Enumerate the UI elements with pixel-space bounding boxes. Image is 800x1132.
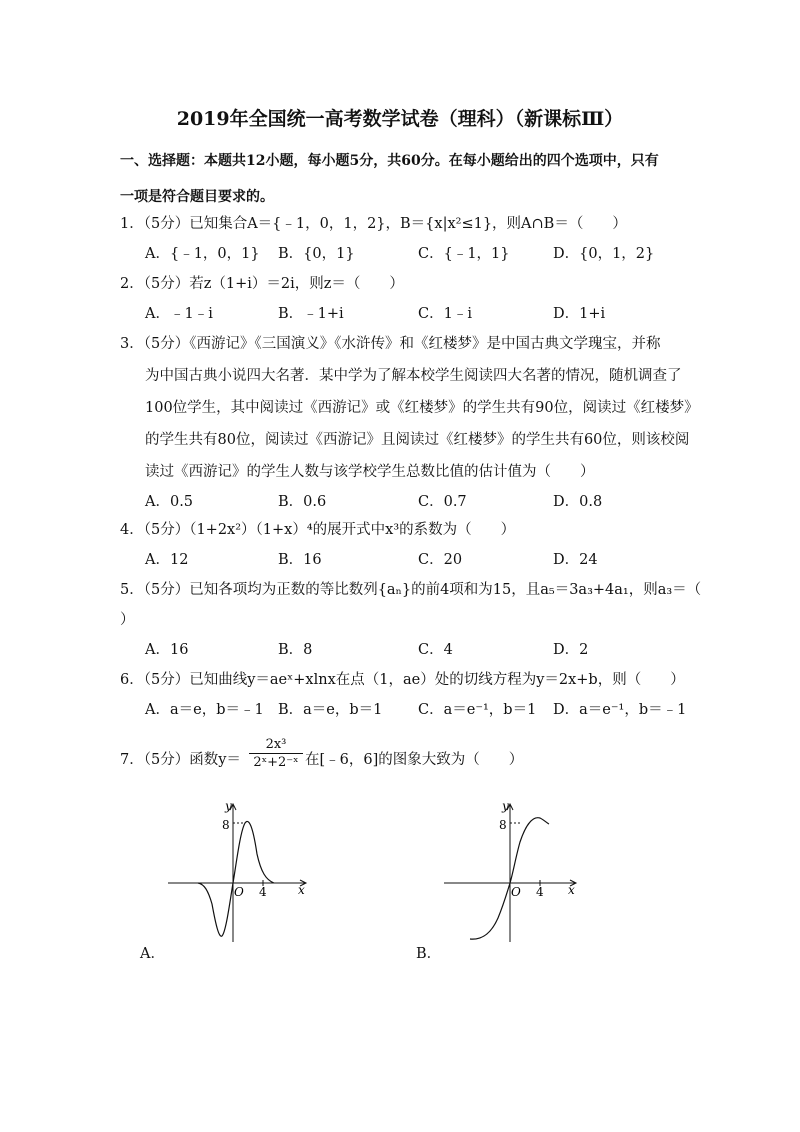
question-2-stem: 2．（5分）若z（1+i）＝2i，则z＝（ ） [120, 276, 404, 292]
fraction-numerator: 2x³ [265, 737, 287, 752]
fraction-denominator: 2ˣ+2⁻ˣ [253, 755, 299, 770]
question-7-fraction [249, 737, 303, 770]
question-2-option-b: B．﹣1+i [278, 306, 344, 322]
graph-b-x-tick-label: 4 [536, 885, 544, 899]
question-6-stem: 6．（5分）已知曲线y＝aeˣ+xlnx在点（1，ae）处的切线方程为y＝2x+b，则（ ） [120, 672, 685, 688]
question-7-option-a-label: A． [140, 946, 165, 962]
question-2-option-a: A．﹣1﹣i [145, 306, 213, 322]
question-5-stem-line-1: 5．（5分）已知各项均为正数的等比数列{aₙ}的前4项和为15，且a₅＝3a₃+4a₁，则a₃＝（ [120, 582, 702, 598]
question-5-stem-line-2: ） [120, 612, 135, 628]
graph-b-y-label: y [502, 799, 509, 813]
question-3-stem-line-5: 读过《西游记》的学生人数与该学校学生总数比值的估计值为（ ） [145, 464, 595, 480]
question-1-option-d: D．{0，1，2} [553, 246, 655, 262]
question-1-option-b: B．{0，1} [278, 246, 355, 262]
question-7-stem-suffix: 在[﹣6，6]的图象大致为（ ） [305, 752, 524, 768]
graph-a-y-label: y [225, 799, 232, 813]
question-7-stem-prefix: 7．（5分）函数y＝ [120, 752, 241, 768]
graph-a-curve [198, 821, 274, 936]
question-3-option-a: A．0.5 [145, 494, 194, 510]
question-5-option-b: B．8 [278, 642, 313, 658]
question-6-option-b: B．a＝e，b＝1 [278, 702, 383, 718]
question-4-option-b: B．16 [278, 552, 322, 568]
question-6-option-c: C．a＝e⁻¹，b＝1 [418, 702, 537, 718]
graph-a-x-label: x [298, 883, 305, 897]
section-heading-line-1: 一、选择题：本题共12小题，每小题5分，共60分。在每小题给出的四个选项中，只有 [120, 153, 659, 169]
graph-b-y-tick-label: 8 [499, 818, 507, 832]
question-5-option-d: D．2 [553, 642, 589, 658]
question-1-option-c: C．{﹣1，1} [418, 246, 510, 262]
fraction-bar [249, 753, 303, 754]
question-4-option-c: C．20 [418, 552, 463, 568]
question-3-option-d: D．0.8 [553, 494, 603, 510]
question-6-option-a: A．a＝e，b＝﹣1 [145, 702, 264, 718]
question-1-option-a: A．{﹣1，0，1} [145, 246, 260, 262]
question-4-option-d: D．24 [553, 552, 598, 568]
question-2-option-c: C．1﹣i [418, 306, 472, 322]
question-2-option-d: D．1+i [553, 306, 606, 322]
graph-a-y-tick-label: 8 [222, 818, 230, 832]
graph-a-x-tick-label: 4 [259, 885, 267, 899]
graph-a [160, 796, 320, 946]
question-6-option-d: D．a＝e⁻¹，b＝﹣1 [553, 702, 687, 718]
graph-b-x-label: x [568, 883, 575, 897]
question-4-stem: 4．（5分）（1+2x²）（1+x）⁴的展开式中x³的系数为（ ） [120, 522, 516, 538]
question-5-option-a: A．16 [145, 642, 189, 658]
question-4-option-a: A．12 [145, 552, 189, 568]
question-7-option-b-label: B． [416, 946, 442, 962]
graph-b-origin-label: O [511, 885, 521, 899]
question-3-stem-line-2: 为中国古典小说四大名著．某中学为了解本校学生阅读四大名著的情况，随机调查了 [145, 368, 682, 384]
section-heading-line-2: 一项是符合题目要求的。 [120, 189, 274, 205]
question-1-stem: 1．（5分）已知集合A＝{﹣1，0，1，2}，B＝{x|x²≤1}，则A∩B＝（ ） [120, 216, 627, 232]
question-3-stem-line-3: 100位学生，其中阅读过《西游记》或《红楼梦》的学生共有90位，阅读过《红楼梦》 [145, 400, 699, 416]
question-3-option-c: C．0.7 [418, 494, 467, 510]
graph-b [440, 796, 600, 946]
question-3-stem-line-1: 3．（5分）《西游记》《三国演义》《水浒传》和《红楼梦》是中国古典文学瑰宝，并称 [120, 336, 661, 352]
question-5-option-c: C．4 [418, 642, 453, 658]
graph-a-origin-label: O [234, 885, 244, 899]
question-3-stem-line-4: 的学生共有80位，阅读过《西游记》且阅读过《红楼梦》的学生共有60位，则该校阅 [145, 432, 690, 448]
page-title: 2019年全国统一高考数学试卷（理科）（新课标Ⅲ） [176, 108, 624, 130]
question-3-option-b: B．0.6 [278, 494, 327, 510]
